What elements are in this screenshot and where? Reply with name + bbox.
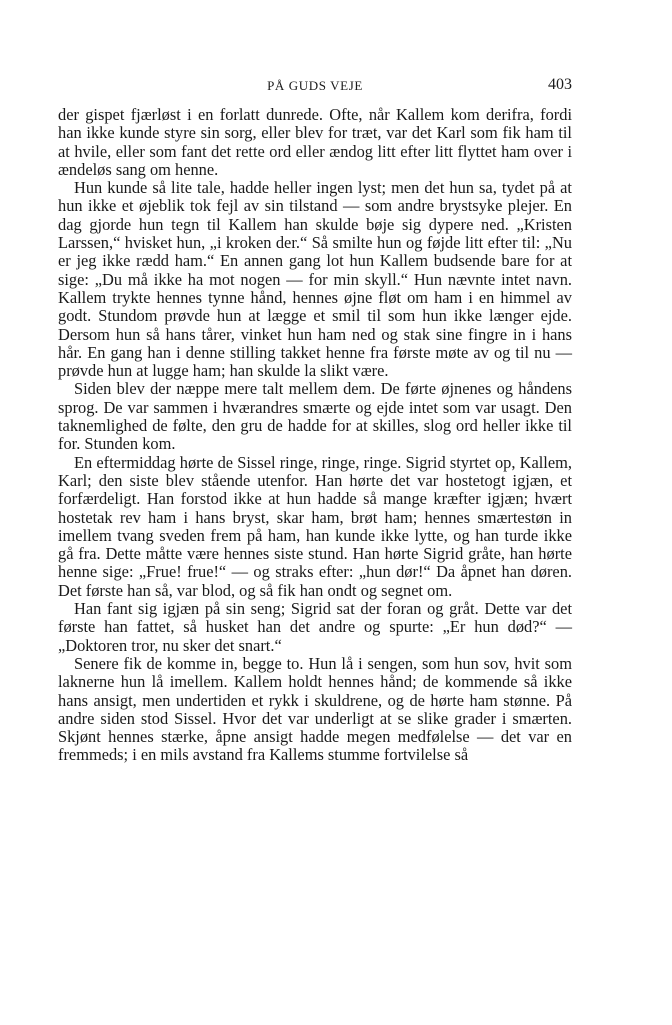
page-header: [58, 76, 572, 96]
paragraph: Siden blev der næppe mere talt mellem dem. De førte øjnenes og håndens sprog. De var sammen i hværandres smærte og ejde intet som var usagt. Den taknemlighed de følte, den gru de hadde for at skilles, slog ord heller ikke til for. Stunden kom.: [58, 379, 572, 454]
paragraph: Senere fik de komme in, begge to. Hun lå i sengen, som hun sov, hvit som laknerne hun lå imellem. Kallem holdt hennes hånd; de kommende så ikke hans ansigt, men undertiden et rykk i skuldrene, og de hørte ham stønne. På andre siden stod Sissel. Hvor det var underligt at se slike grader i smærten. Skjønt hennes stærke, åpne ansigt hadde megen medfølelse — det var en fremmeds; i en mils avstand fra Kallems stumme fortvilelse så: [58, 653, 572, 765]
paragraph: En eftermiddag hørte de Sissel ringe, ringe, ringe. Sigrid styrtet op, Kallem, Karl; den siste blev stående utenfor. Han hørte det var hostetogt igjæn, et forfærdeligt. Han forstod ikke at hun hadde så mange kræfter igjæn; hvært hostetak rev ham i hans bryst, skar ham, brøt ham; hennes smærtestøn in imellem tvang sveden frem på ham, han kunde ikke lytte, og han turde ikke gå fra. Dette måtte være hennes siste stund. Han hørte Sigrid gråte, han hørte henne sige: „Frue! frue!“ — og straks efter: „hun dør!“ Da åpnet han døren. Det første han så, var blod, og så fik han ondt og segnet om.: [58, 452, 572, 600]
paragraph: der gispet fjærløst i en forlatt dunrede. Ofte, når Kallem kom derifra, fordi han ikke kunde styre sin sorg, eller blev for træt, var det Karl som fik ham til at hvile, eller som fant det rette ord eller ændog litt efter litt flyttet ham over i ændeløs sang om henne.: [58, 105, 572, 179]
page-body: [58, 106, 572, 765]
page-number: 403: [548, 76, 572, 93]
paragraph: Hun kunde så lite tale, hadde heller ingen lyst; men det hun sa, tydet på at hun ikke et øjeblik tok fejl av sin tilstand — som andre brystsyke plejer. En dag gjorde hun tegn til Kallem han skulde bøje sig dypere ned. „Kristen Larssen,“ hvisket hun, „i kroken der.“ Så smilte hun og føjde litt efter til: „Nu er jeg ikke rædd ham.“ En annen gang lot hun Kallem budsende bare for at sige: „Du må ikke ha mot nogen — for min skyll.“ Hun nævnte intet navn. Kallem trykte hennes tynne hånd, hennes øjne fløt om ham i en himmel av godt. Stundom prøvde hun at lægge et smil til som hun ikke længer ejde. Dersom hun så hans tårer, vinket hun ham ned og stak sine fingre in i hans hår. En gang han i denne stilling takket henne fra første møte av og til nu — prøvde hun at lugge ham; han skulde la slikt være.: [58, 178, 572, 381]
running-title: PÅ GUDS VEJE: [267, 78, 363, 93]
paragraph: Han fant sig igjæn på sin seng; Sigrid sat der foran og gråt. Dette var det første han fattet, så husket han det andre og spurte: „Er hun død?“ — „Doktoren tror, nu sker det snart.“: [58, 599, 572, 655]
